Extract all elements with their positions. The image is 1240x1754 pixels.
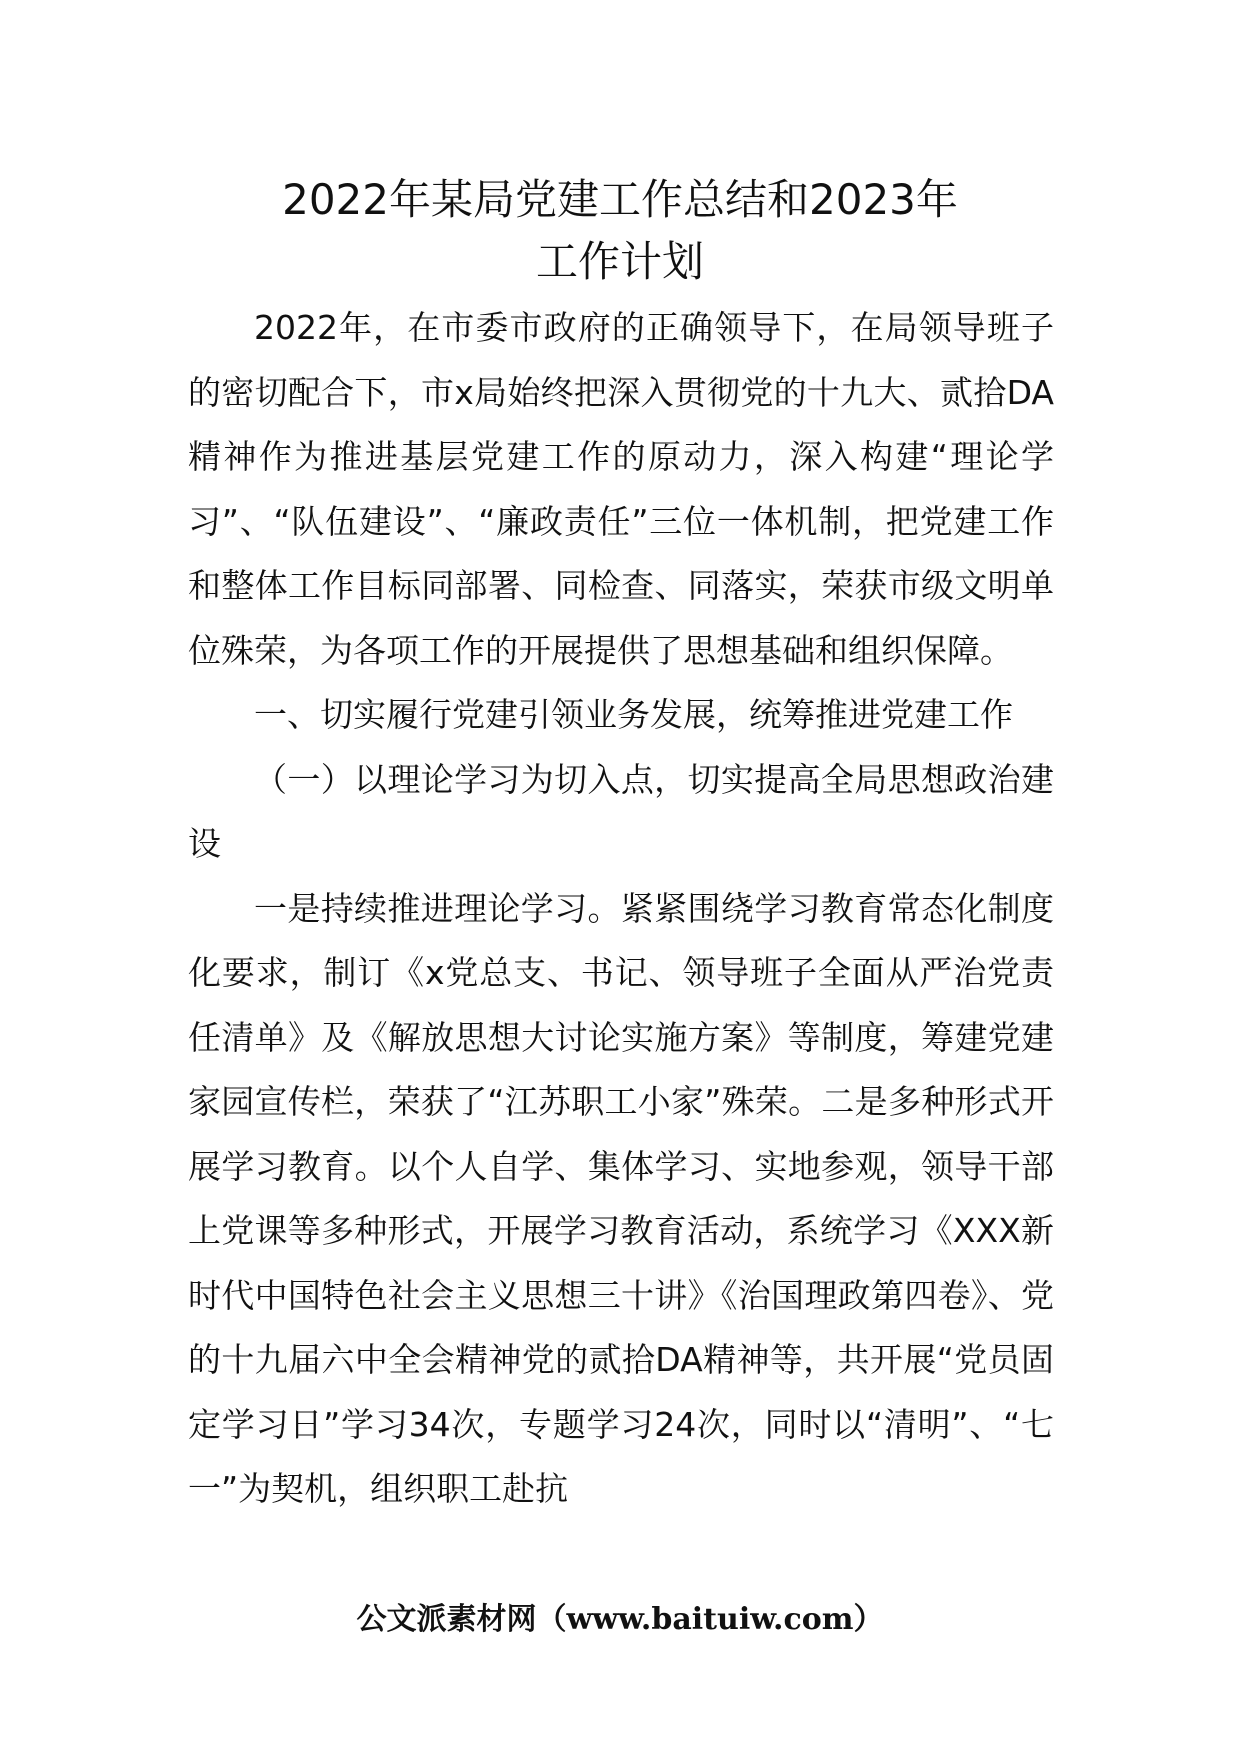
subsection-heading-1: （一）以理论学习为切入点，切实提高全局思想政治建设 — [188, 759, 1054, 863]
section-heading-1: 一、切实履行党建引领业务发展，统筹推进党建工作 — [254, 695, 1013, 734]
body-paragraph: 一是持续推进理论学习。紧紧围绕学习教育常态化制度化要求，制订《x党总支、书记、领导班子全面从严治党责任清单》及《解放思想大讨论实施方案》等制度，筹建党建家园宣传栏，荣获了“江苏职工小家”殊荣。二是多种形式开展学习教育。以个人自学、集体学习、实地参观，领导干部上党课等多种形式，开展学习教育活动，系统学习《XXX新时代中国特色社会主义思想三十讲》《治国理政第四卷》、党的十九届六中全会精神党的贰拾DA精神等，共开展“党员固定学习日”学习34次，专题学习24次，同时以“清明”、“七一”为契机，组织职工赴抗 — [188, 888, 1054, 1508]
intro-paragraph: 2022年，在市委市政府的正确领导下，在局领导班子的密切配合下，市x局始终把深入贯彻党的十九大、贰拾DA精神作为推进基层党建工作的原动力，深入构建“理论学习”、“队伍建设”、“廉政责任”三位一体机制，把党建工作和整体工作目标同部署、同检查、同落实，荣获市级文明单位殊荣，为各项工作的开展提供了思想基础和组织保障。 — [188, 308, 1054, 670]
document-body — [188, 296, 1054, 1522]
document-title-line-2: 工作计划 — [535, 237, 704, 286]
document-title-line-1: 2022年某局党建工作总结和2023年 — [282, 175, 958, 224]
footer-source-link[interactable]: 公文派素材网（www.baituiw.com） — [356, 1602, 884, 1637]
